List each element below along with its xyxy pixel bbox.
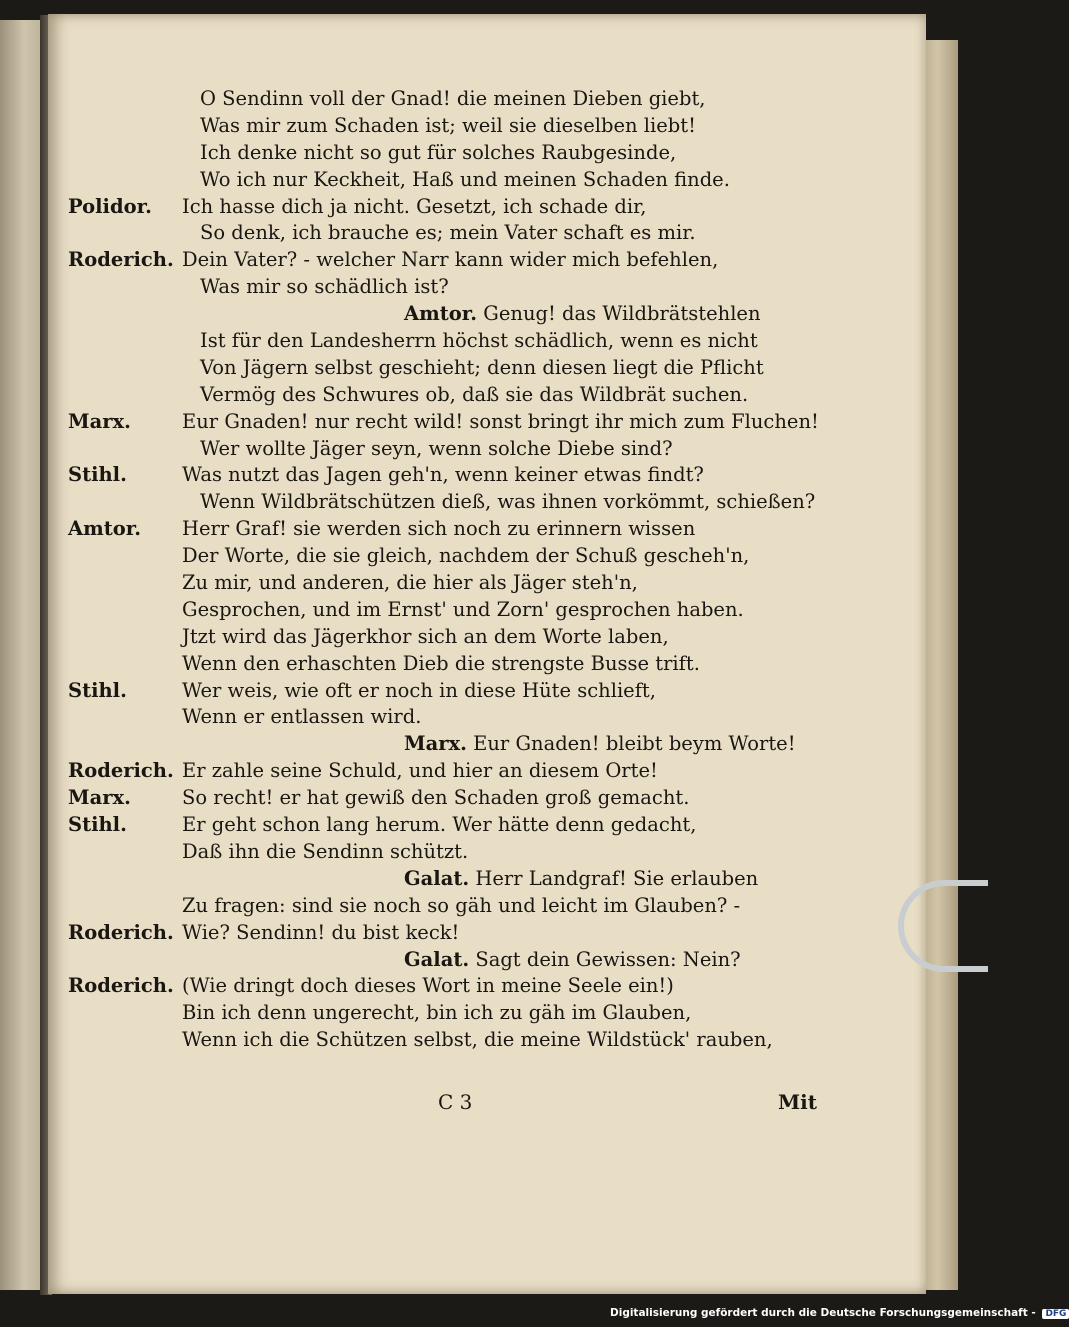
verse-line: [68, 866, 858, 893]
verse-text: [182, 758, 658, 785]
verse-line: [68, 543, 858, 570]
verse-text: [182, 624, 669, 651]
verse-words: Ich denke nicht so gut für solches Raubgesinde,: [200, 140, 677, 164]
verse-line: [68, 624, 858, 651]
verse-text: [182, 920, 459, 947]
verse-words: Wenn den erhaschten Dieb die strengste Busse trift.: [182, 651, 700, 675]
verse-text: [404, 731, 796, 758]
verse-line: [68, 86, 858, 113]
verse-line: [68, 409, 858, 436]
verse-text: [182, 1000, 691, 1027]
verse-line: [68, 704, 858, 731]
verse-words: O Sendinn voll der Gnad! die meinen Dieben giebt,: [200, 87, 706, 110]
verse-words: Eur Gnaden! nur recht wild! sonst bringt ihr mich zum Fluchen!: [182, 409, 819, 433]
verse-text: [182, 704, 421, 731]
digitization-credit: [610, 1307, 1069, 1319]
credit-text: Digitalisierung gefördert durch die Deutsche Forschungsgemeinschaft -: [610, 1307, 1036, 1319]
verse-line: [68, 220, 858, 247]
verse-line: [68, 247, 858, 274]
verse-line: [68, 489, 858, 516]
verse-text: [200, 489, 815, 516]
verse-text: [404, 947, 741, 974]
verse-text: [182, 651, 700, 678]
verse-line: [68, 785, 858, 812]
verse-text: [200, 328, 758, 355]
verse-words: Was mir so schädlich ist?: [200, 275, 449, 299]
page-clip-icon: [898, 880, 988, 972]
verse-text: [182, 409, 819, 436]
verse-text: [200, 140, 676, 167]
verse-line: [68, 167, 858, 194]
verse-text: [182, 247, 718, 274]
verse-line: [68, 812, 858, 839]
page-footer: [68, 1090, 858, 1120]
verse-words: Wer weis, wie oft er noch in diese Hüte schlieft,: [182, 678, 656, 702]
verse-words: Wenn Wildbrätschützen dieß, was ihnen vorkömmt, schießen?: [200, 490, 816, 514]
verse-text: [182, 462, 704, 489]
verse-words: Ich hasse dich ja nicht. Gesetzt, ich schade dir,: [182, 194, 647, 218]
verse-text: [182, 893, 740, 920]
verse-text: [182, 785, 689, 812]
verse-line: [68, 947, 858, 974]
verse-words: Eur Gnaden! bleibt beym Worte!: [473, 732, 796, 756]
verse-line: [68, 301, 858, 328]
verse-words: Wenn er entlassen wird.: [182, 705, 422, 729]
page-stack-edge: [924, 40, 958, 1290]
verse-words: So recht! er hat gewiß den Schaden groß gemacht.: [182, 786, 690, 810]
speaker-name: Polidor.: [68, 194, 152, 218]
verse-line: [68, 973, 858, 1000]
verse-line: [68, 1000, 858, 1027]
verse-words: Ist für den Landesherrn höchst schädlich, wenn es nicht: [200, 329, 758, 353]
verse-text: [182, 194, 646, 221]
verse-words: Gesprochen, und im Ernst' und Zorn' gesprochen haben.: [182, 597, 744, 621]
speaker-name: Marx.: [68, 409, 131, 433]
verse-text: [182, 1027, 773, 1054]
verse-line: [68, 758, 858, 785]
verse-line: [68, 382, 858, 409]
verse-text: [200, 436, 673, 463]
verse-line: [68, 651, 858, 678]
verse-text: [182, 516, 695, 543]
verse-text: [182, 812, 696, 839]
verse-line: [68, 920, 858, 947]
verse-line: [68, 328, 858, 355]
speaker-name: Galat.: [404, 866, 470, 890]
verse-words: Herr Graf! sie werden sich noch zu erinnern wissen: [182, 517, 696, 541]
verse-words: Dein Vater? - welcher Narr kann wider mich befehlen,: [182, 248, 719, 272]
verse-words: Wie? Sendinn! du bist keck!: [182, 920, 460, 944]
left-page-edge: [0, 20, 40, 1290]
verse-line: [68, 731, 858, 758]
verse-words: Bin ich denn ungerecht, bin ich zu gäh im Glauben,: [182, 1001, 692, 1025]
speaker-name: Stihl.: [68, 463, 127, 487]
verse-words: Jtzt wird das Jägerkhor sich an dem Worte laben,: [182, 624, 669, 648]
verse-line: [68, 436, 858, 463]
verse-words: Er geht schon lang herum. Wer hätte denn gedacht,: [182, 813, 697, 837]
verse-text: [182, 570, 638, 597]
verse-words: Sagt dein Gewissen: Nein?: [475, 947, 741, 971]
verse-text: [404, 301, 761, 328]
verse-text: [200, 167, 730, 194]
verse-line: [68, 839, 858, 866]
verse-text: [404, 866, 758, 893]
verse-words: Wo ich nur Keckheit, Haß und meinen Schaden finde.: [200, 167, 730, 191]
verse-words: Zu fragen: sind sie noch so gäh und leicht im Glauben? -: [182, 893, 741, 917]
speaker-name: Stihl.: [68, 813, 127, 837]
verse-line: [68, 678, 858, 705]
verse-line: [68, 113, 858, 140]
page-text: [68, 86, 858, 1114]
verse-words: Der Worte, die sie gleich, nachdem der Schuß gescheh'n,: [182, 544, 750, 568]
verse-words: Was nutzt das Jagen geh'n, wenn keiner etwas findt?: [182, 463, 704, 487]
verse-text: [200, 220, 696, 247]
speaker-name: Roderich.: [68, 920, 174, 944]
verse-words: Wer wollte Jäger seyn, wenn solche Diebe sind?: [200, 436, 673, 460]
speaker-name: Amtor.: [68, 517, 142, 541]
verse-words: Herr Landgraf! Sie erlauben: [475, 866, 759, 890]
catchword: Mit: [778, 1090, 817, 1114]
speaker-name: Roderich.: [68, 974, 174, 998]
verse-text: [200, 113, 696, 140]
verse-line: [68, 274, 858, 301]
verse-line: [68, 597, 858, 624]
speaker-name: Amtor.: [404, 302, 478, 326]
verse-line: [68, 516, 858, 543]
verse-line: [68, 570, 858, 597]
verse-words: Er zahle seine Schuld, und hier an diesem Orte!: [182, 759, 658, 783]
verse-text: [182, 973, 674, 1000]
verse-line: [68, 140, 858, 167]
verse-line: [68, 194, 858, 221]
verse-words: Was mir zum Schaden ist; weil sie dieselben liebt!: [200, 113, 696, 137]
verse-words: (Wie dringt doch dieses Wort in meine Seele ein!): [182, 974, 674, 998]
verse-line: [68, 893, 858, 920]
speaker-name: Marx.: [68, 786, 131, 810]
verse-line: [68, 355, 858, 382]
speaker-name: Roderich.: [68, 759, 174, 783]
speaker-name: Stihl.: [68, 678, 127, 702]
verse-words: Vermög des Schwures ob, daß sie das Wildbrät suchen.: [200, 382, 749, 406]
speaker-name: Marx.: [404, 732, 467, 756]
speaker-name: Roderich.: [68, 248, 174, 272]
verse-line: [68, 462, 858, 489]
verse-words: Genug! das Wildbrätstehlen: [483, 302, 761, 326]
signature-mark: C 3: [438, 1090, 473, 1114]
verse-text: [200, 355, 764, 382]
verse-text: [182, 839, 468, 866]
verse-text: [182, 597, 744, 624]
verse-text: [200, 274, 449, 301]
verse-words: Daß ihn die Sendinn schützt.: [182, 839, 469, 863]
verse-words: Von Jägern selbst geschieht; denn diesen liegt die Pflicht: [200, 355, 764, 379]
verse-text: [182, 543, 749, 570]
verse-text: [182, 678, 656, 705]
verse-text: [200, 86, 705, 113]
speaker-name: Galat.: [404, 947, 470, 971]
verse-words: So denk, ich brauche es; mein Vater schaft es mir.: [200, 221, 696, 245]
dfg-logo: DFG: [1042, 1309, 1069, 1319]
verse-line: [68, 1027, 858, 1054]
verse-words: Zu mir, und anderen, die hier als Jäger steh'n,: [182, 571, 638, 595]
verse-words: Wenn ich die Schützen selbst, die meine Wildstück' rauben,: [182, 1028, 773, 1052]
verse-text: [200, 382, 748, 409]
